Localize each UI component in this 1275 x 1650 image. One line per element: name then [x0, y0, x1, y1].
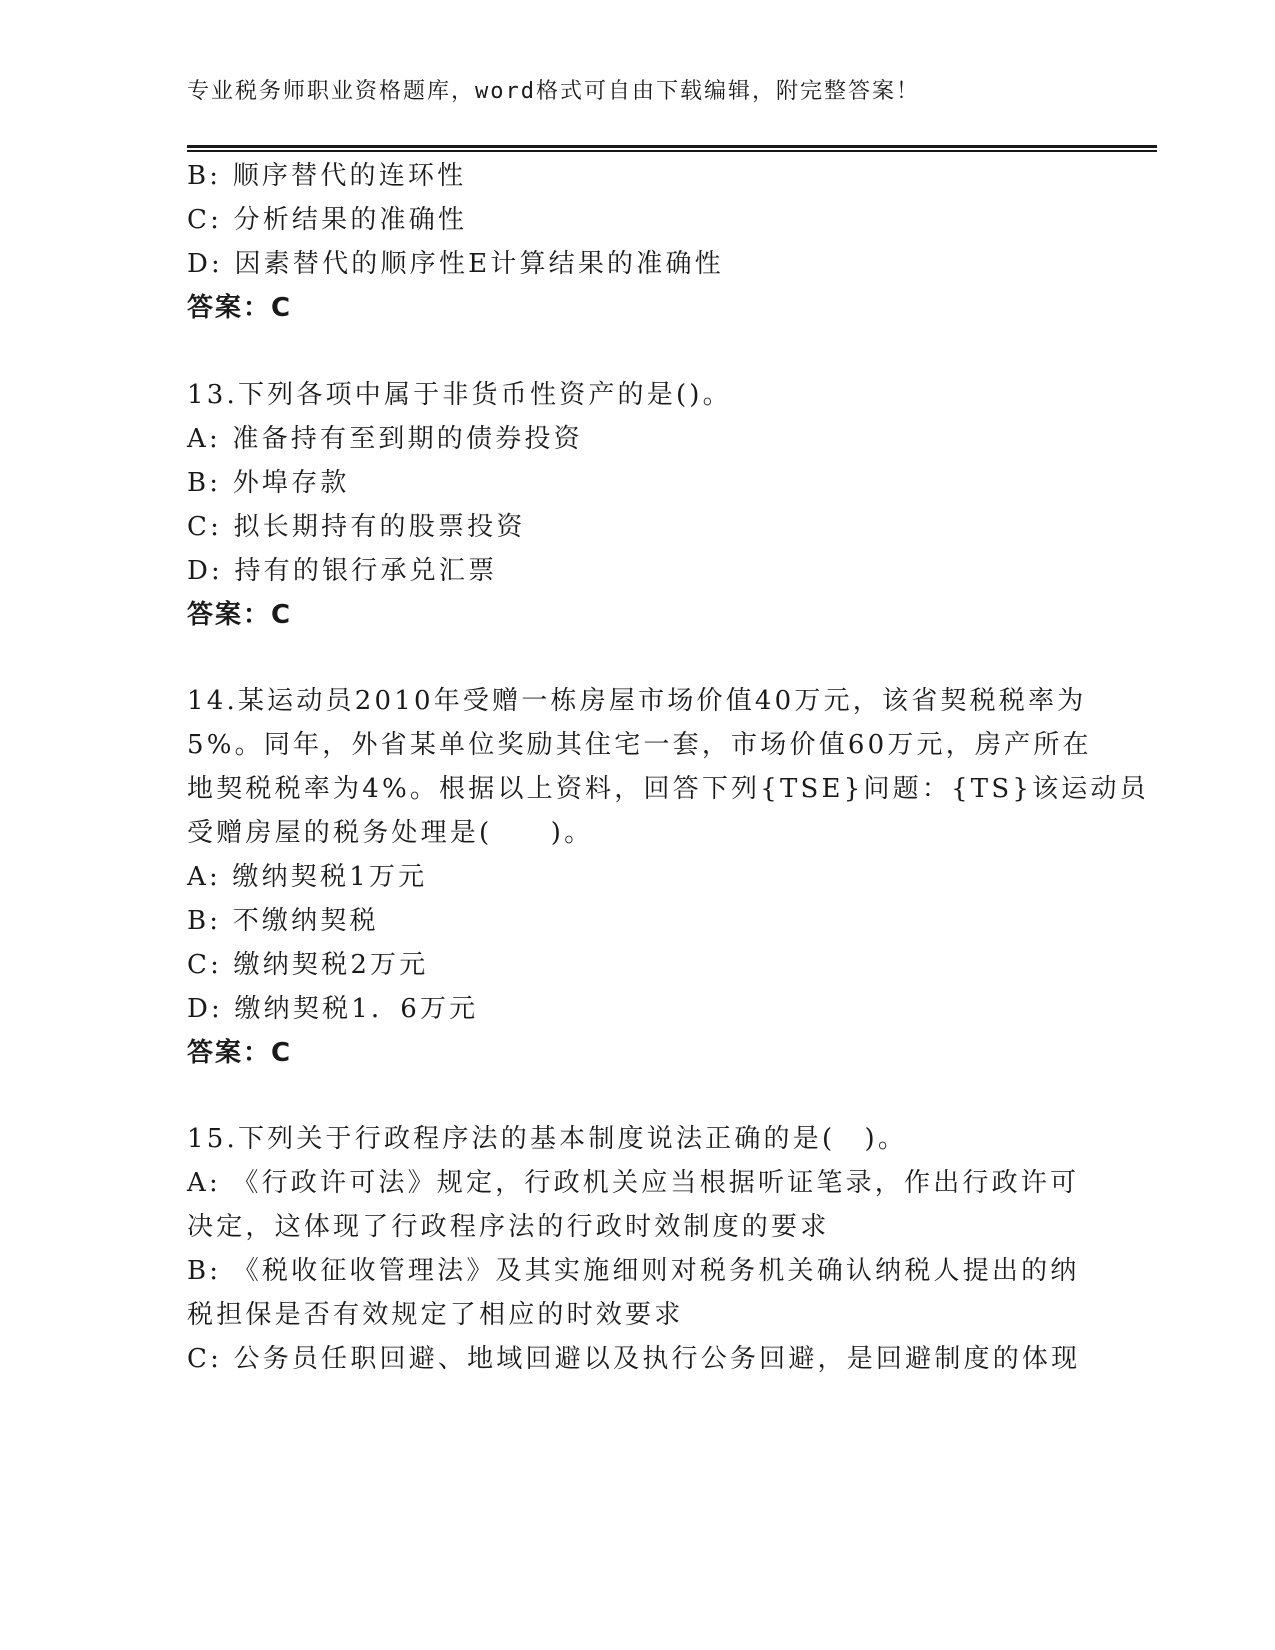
header-rule-thick [187, 145, 1157, 148]
option-line: D: 持有的银行承兑汇票 [187, 556, 498, 586]
option-line: C: 分析结果的准确性 [187, 205, 468, 235]
option-line: 决定，这体现了行政程序法的行政时效制度的要求 [187, 1212, 830, 1242]
header-rule-thin [187, 150, 1157, 152]
option-line: 税担保是否有效规定了相应的时效要求 [187, 1300, 684, 1330]
answer-line: 答案：C [187, 293, 293, 323]
option-line: D: 因素替代的顺序性E计算结果的准确性 [187, 249, 724, 279]
option-line: A: 《行政许可法》规定，行政机关应当根据听证笔录，作出行政许可 [187, 1168, 1080, 1198]
question-line: 15.下列关于行政程序法的基本制度说法正确的是( )。 [187, 1124, 908, 1154]
option-line: B: 外埠存款 [187, 468, 350, 498]
option-line: B: 不缴纳契税 [187, 906, 379, 936]
option-line: C: 公务员任职回避、地域回避以及执行公务回避，是回避制度的体现 [187, 1344, 1081, 1374]
option-line: A: 缴纳契税1万元 [187, 862, 428, 892]
option-line: B: 顺序替代的连环性 [187, 161, 467, 191]
option-line: D: 缴纳契税1．6万元 [187, 994, 479, 1024]
option-line: A: 准备持有至到期的债券投资 [187, 424, 583, 454]
answer-line: 答案：C [187, 600, 293, 630]
question-line: 地契税税率为4%。根据以上资料，回答下列{TSE}问题：{TS}该运动员 [187, 774, 1149, 804]
option-line: C: 缴纳契税2万元 [187, 950, 429, 980]
question-line: 14.某运动员2010年受赠一栋房屋市场价值40万元，该省契税税率为 [187, 686, 1087, 716]
option-line: B: 《税收征收管理法》及其实施细则对税务机关确认纳税人提出的纳 [187, 1256, 1080, 1286]
question-line: 13.下列各项中属于非货币性资产的是()。 [187, 380, 732, 410]
answer-line: 答案：C [187, 1038, 293, 1068]
question-line: 受赠房屋的税务处理是( )。 [187, 818, 594, 848]
option-line: C: 拟长期持有的股票投资 [187, 512, 526, 542]
page-header: 专业税务师职业资格题库，word格式可自由下载编辑，附完整答案！ [187, 79, 920, 104]
question-line: 5%。同年，外省某单位奖励其住宅一套，市场价值60万元，房产所在 [187, 730, 1092, 760]
